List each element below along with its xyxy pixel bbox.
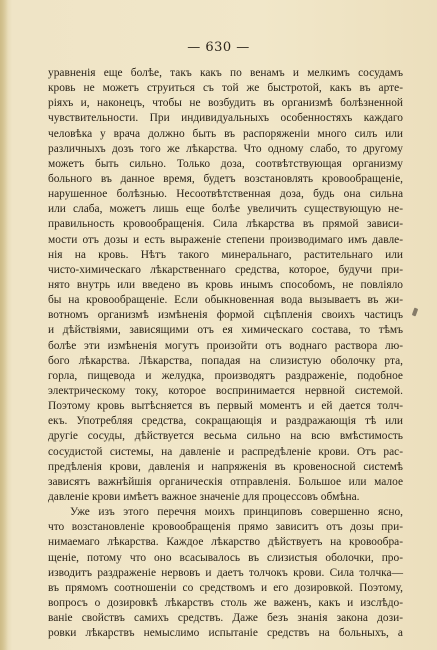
text-line: въ прямомъ соотношеніи со средствомъ и его дозировкой. Поэтому, <box>48 581 403 594</box>
text-line: екъ. Употребляя средства, сокращающія и раздражающія тѣ или <box>48 415 403 428</box>
text-line: что возстановленіе кровообращенія прямо зависитъ отъ дозы при- <box>48 521 403 534</box>
text-line: вотномъ организмѣ измѣненія формой сцѣпленія своихъ частицъ <box>48 309 403 322</box>
text-line: предѣленія крови, давленія и напряженія въ кровеносной системѣ <box>48 460 403 473</box>
margin-pencil-mark <box>412 308 418 317</box>
text-line: зависятъ важнѣйшія органическія отправленія. Большое или малое <box>48 475 403 488</box>
text-line: горла, пищевода и желудка, производятъ раздраженіе, подобное <box>48 369 403 382</box>
text-line: правильность кровообращенія. Сила лѣкарства въ прямой зависи- <box>48 218 403 231</box>
text-line: кровь не можетъ струиться съ той же быстротой, какъ въ арте- <box>48 82 403 95</box>
text-line: человѣка у врача должно быть въ распоряженіи много силъ или <box>48 127 403 140</box>
paragraph-first-line: Уже изъ этого перечня моихъ принциповъ совершенно ясно, <box>70 506 403 519</box>
text-line: бы на кровообращеніе. Если обыкновенная вода вызываетъ въ жи- <box>48 294 403 307</box>
text-line: нимаемаго лѣкарства. Каждое лѣкарство дѣйствуетъ на кровообра- <box>48 536 403 549</box>
text-line: ваніе свойствъ самихъ средствъ. Даже безъ знанія закона дози- <box>48 612 403 625</box>
text-line: различныхъ дозъ того же лѣкарства. Что одному слабо, то другому <box>48 142 403 155</box>
text-line: другіе сосуды, дѣйствуется весьма сильно на всю вмѣстимость <box>48 430 403 443</box>
text-line: бого лѣкарства. Лѣкарства, попадая на слизистую оболочку рта, <box>48 354 403 367</box>
text-line: давленіе крови имѣетъ важное значеніе для процессовъ обмѣна. <box>48 490 360 503</box>
text-line: мости отъ дозы и есть выраженіе степени производимаго имъ давле- <box>48 233 403 246</box>
text-line: можетъ быть сильно. Только доза, соотвѣтствующая организму <box>48 157 403 170</box>
text-line: ровки лѣкарствъ немыслимо испытаніе средствъ на больныхъ, а <box>48 627 403 640</box>
text-line: щеніе, потому что оно всасывалось въ слизистыя оболочки, про- <box>48 551 403 564</box>
text-line: Поэтому кровь вытѣсняется въ первый моментъ и ей дается толч- <box>48 400 403 413</box>
page-binding-shadow <box>0 0 8 650</box>
text-line: или слаба, можетъ лишь еще болѣе увеличить существующую не- <box>48 203 403 216</box>
text-line: больного въ данное время, будетъ возстановлять кровообращеніе, <box>48 172 403 185</box>
text-line: болѣе эти измѣненія могутъ произойти отъ воднаго раствора лю- <box>48 339 403 352</box>
text-line: чисто-химическаго лѣкарственнаго средства, которое, будучи при- <box>48 263 403 276</box>
text-line: нарушенное болѣзнью. Несоотвѣтственная доза, будь она сильна <box>48 188 403 201</box>
text-line: и дѣйствіями, зависящими отъ ея химическаго состава, то тѣмъ <box>48 324 403 337</box>
text-line: электрическому току, которое воспринимается нервной системой. <box>48 384 403 397</box>
page-number: — 630 — <box>187 40 250 55</box>
text-line: уравненія еще болѣе, такъ какъ по венамъ и мелкимъ сосудамъ <box>48 67 403 79</box>
text-line: вопросъ о дозировкѣ лѣкарствъ столь же важенъ, какъ и изслѣдо- <box>48 596 403 609</box>
body-text <box>48 66 403 641</box>
text-line: сосудистой системы, на давленіе и распредѣленіе крови. Отъ рас- <box>48 445 403 458</box>
text-line: нято внутрь или введено въ кровь инымъ способомъ, не повліяло <box>48 278 403 291</box>
text-line: ріяхъ и, наконецъ, чтобы не возбудить въ организмѣ болѣзненной <box>48 97 403 110</box>
text-line: чувствительности. При индивидуальныхъ особенностяхъ каждаго <box>48 112 403 125</box>
text-line: нія на кровь. Нѣтъ такого минеральнаго, растительнаго или <box>48 248 403 261</box>
text-line: изводитъ раздраженіе нервовъ и даетъ толчокъ крови. Сила толчка— <box>48 566 403 579</box>
